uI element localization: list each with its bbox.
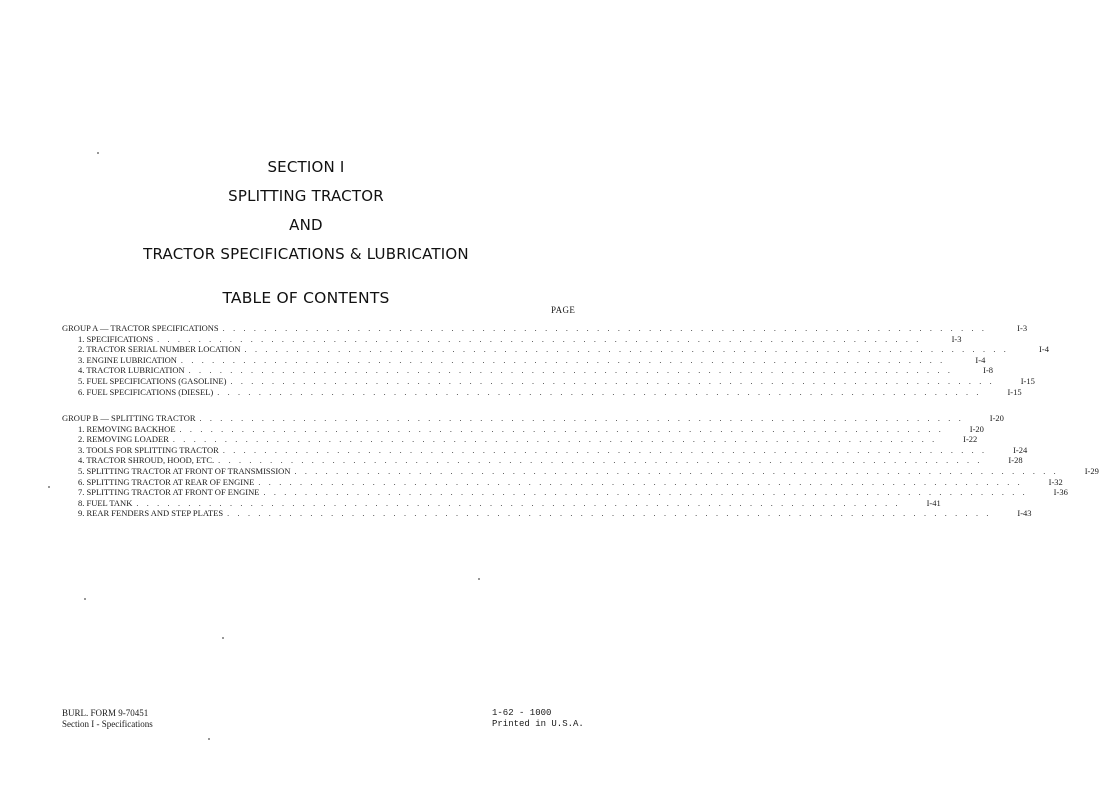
dot-leader: . . . . . . . . . . . . . . . . . . . . . . . . . . . . . . . . . . . . . . . . . . . . . . . . . . . . . . . . . . . . . . . . . . . . . . . . . . — [179, 424, 944, 434]
section-footer-label: Section I - Specifications — [62, 719, 153, 729]
dot-leader: . . . . . . . . . . . . . . . . . . . . . . . . . . . . . . . . . . . . . . . . . . . . . . . . . . . . . . . . . . . . . . . . . . . . . . . . . . — [230, 376, 995, 386]
toc-item-page: I-29 — [1084, 465, 1099, 476]
toc-item-row — [62, 434, 978, 445]
toc-item-label: 1. REMOVING BACKHOE — [78, 423, 176, 434]
scan-speck — [208, 738, 210, 740]
toc-item-row — [62, 476, 1063, 488]
toc-item-page: I-3 — [951, 333, 962, 344]
dot-leader: . . . . . . . . . . . . . . . . . . . . . . . . . . . . . . . . . . . . . . . . . . . . . . . . . . . . . . . . . . . . . . . . . . . . . . . . . . — [244, 345, 1009, 355]
toc-item-row — [62, 465, 1099, 477]
toc-item-label: 4. TRACTOR LUBRICATION — [78, 365, 185, 376]
toc-item-page: I-24 — [1013, 444, 1028, 455]
toc-item-label: 7. SPLITTING TRACTOR AT FRONT OF ENGINE — [78, 487, 260, 498]
toc-item-row — [62, 497, 941, 509]
dot-leader: . . . . . . . . . . . . . . . . . . . . . . . . . . . . . . . . . . . . . . . . . . . . . . . . . . . . . . . . . . . . . . . . . . . . . . . . . . — [217, 387, 982, 397]
toc-item-page: I-41 — [926, 497, 941, 508]
dot-leader: . . . . . . . . . . . . . . . . . . . . . . . . . . . . . . . . . . . . . . . . . . . . . . . . . . . . . . . . . . . . . . . . . . . . . . . . . . — [199, 414, 964, 423]
toc-item-label: 6. FUEL SPECIFICATIONS (DIESEL) — [78, 386, 214, 397]
dot-leader: . . . . . . . . . . . . . . . . . . . . . . . . . . . . . . . . . . . . . . . . . . . . . . . . . . . . . . . . . . . . . . . . . . . . . . . . . . — [188, 366, 954, 376]
toc-item-label: 6. SPLITTING TRACTOR AT REAR OF ENGINE — [78, 476, 255, 487]
toc-item-label: 1. SPECIFICATIONS — [78, 333, 154, 344]
toc-item-label: 3. TOOLS FOR SPLITTING TRACTOR — [78, 444, 219, 455]
toc-item-label: 9. REAR FENDERS AND STEP PLATES — [78, 508, 224, 519]
toc-group-a — [62, 323, 1049, 397]
toc-item-row — [62, 508, 1032, 519]
toc-item-label: 2. REMOVING LOADER — [78, 434, 169, 445]
toc-item-label: 2. TRACTOR SERIAL NUMBER LOCATION — [78, 344, 241, 355]
dot-leader: . . . . . . . . . . . . . . . . . . . . . . . . . . . . . . . . . . . . . . . . . . . . . . . . . . . . . . . . . . . . . . . . . . . . . . . . . . — [294, 466, 1059, 476]
dot-leader: . . . . . . . . . . . . . . . . . . . . . . . . . . . . . . . . . . . . . . . . . . . . . . . . . . . . . . . . . . . . . . . . . . . . . . . . . . — [258, 477, 1023, 487]
section-title: SPLITTING TRACTOR — [228, 187, 384, 205]
form-number: BURL. FORM 9-70451 — [62, 708, 149, 718]
toc-item-row — [62, 365, 994, 376]
toc-item-page: I-4 — [975, 354, 986, 365]
section-title-conjunction: AND — [289, 216, 323, 234]
toc-title: TABLE OF CONTENTS — [222, 289, 390, 307]
toc-group-label: GROUP B — SPLITTING TRACTOR — [62, 413, 196, 423]
toc-item-page: I-36 — [1053, 487, 1068, 498]
dot-leader: . . . . . . . . . . . . . . . . . . . . . . . . . . . . . . . . . . . . . . . . . . . . . . . . . . . . . . . . . . . . . . . . . . . . . . . . . . — [180, 355, 946, 365]
toc-group-b — [62, 413, 1099, 519]
toc-item-row — [62, 386, 1022, 398]
section-subtitle: TRACTOR SPECIFICATIONS & LUBRICATION — [143, 245, 469, 263]
dot-leader: . . . . . . . . . . . . . . . . . . . . . . . . . . . . . . . . . . . . . . . . . . . . . . . . . . . . . . . . . . . . . . . . . . . . . . . . . . — [218, 456, 983, 466]
toc-item-page: I-28 — [1008, 455, 1023, 466]
toc-item-row — [62, 423, 984, 435]
toc-item-row — [62, 354, 986, 366]
dot-leader: . . . . . . . . . . . . . . . . . . . . . . . . . . . . . . . . . . . . . . . . . . . . . . . . . . . . . . . . . . . . . . . . . . . . . . . . . . — [227, 509, 992, 519]
toc-group-page: I-3 — [1017, 323, 1028, 333]
toc-group-label: GROUP A — TRACTOR SPECIFICATIONS — [62, 323, 219, 333]
footer-left — [62, 708, 153, 730]
scan-speck — [222, 637, 224, 639]
toc-item-label: 8. FUEL TANK — [78, 497, 133, 508]
toc-item-page: I-43 — [1017, 508, 1032, 519]
toc-item-label: 4. TRACTOR SHROUD, HOOD, ETC. — [78, 455, 215, 466]
toc-item-row — [62, 344, 1049, 355]
dot-leader: . . . . . . . . . . . . . . . . . . . . . . . . . . . . . . . . . . . . . . . . . . . . . . . . . . . . . . . . . . . . . . . . . . . . . . . . . . — [157, 334, 922, 344]
toc-item-page: I-22 — [963, 434, 978, 445]
toc-item-label: 3. ENGINE LUBRICATION — [78, 354, 177, 365]
toc-item-page: I-8 — [983, 365, 994, 376]
scan-speck — [84, 598, 86, 600]
toc-item-row — [62, 444, 1028, 456]
print-code: 1-62 - 1000 — [492, 708, 552, 718]
dot-leader: . . . . . . . . . . . . . . . . . . . . . . . . . . . . . . . . . . . . . . . . . . . . . . . . . . . . . . . . . . . . . . . . . . . . . . . . . . — [172, 435, 938, 445]
dot-leader: . . . . . . . . . . . . . . . . . . . . . . . . . . . . . . . . . . . . . . . . . . . . . . . . . . . . . . . . . . . . . . . . . . . . . . . . . . — [136, 498, 901, 508]
toc-group-row — [62, 323, 1028, 334]
printed-in-label: Printed in U.S.A. — [492, 719, 584, 729]
dot-leader: . . . . . . . . . . . . . . . . . . . . . . . . . . . . . . . . . . . . . . . . . . . . . . . . . . . . . . . . . . . . . . . . . . . . . . . . . . — [263, 488, 1028, 498]
toc-item-row — [62, 375, 1035, 387]
toc-item-page: I-4 — [1039, 344, 1049, 355]
dot-leader: . . . . . . . . . . . . . . . . . . . . . . . . . . . . . . . . . . . . . . . . . . . . . . . . . . . . . . . . . . . . . . . . . . . . . . . . . . — [222, 445, 988, 455]
scan-speck — [97, 152, 99, 154]
toc-item-page: I-15 — [1020, 375, 1035, 386]
toc-item-label: 5. FUEL SPECIFICATIONS (GASOLINE) — [78, 375, 227, 386]
toc-item-label: 5. SPLITTING TRACTOR AT FRONT OF TRANSMISSION — [78, 465, 291, 476]
toc-item-page: I-32 — [1048, 476, 1063, 487]
footer-right — [492, 708, 584, 730]
toc-item-page: I-20 — [969, 423, 984, 434]
toc-item-page: I-15 — [1007, 386, 1022, 397]
page-column-header: PAGE — [551, 305, 576, 315]
scan-speck — [48, 486, 50, 488]
scan-speck — [478, 578, 480, 580]
toc-item-row — [62, 333, 962, 345]
toc-group-page: I-20 — [989, 413, 1004, 423]
dot-leader: . . . . . . . . . . . . . . . . . . . . . . . . . . . . . . . . . . . . . . . . . . . . . . . . . . . . . . . . . . . . . . . . . . . . . . . . . . — [222, 324, 988, 333]
toc-item-row — [62, 455, 1023, 466]
toc-group-row — [62, 413, 1004, 424]
section-number: SECTION I — [267, 158, 345, 176]
toc-item-row — [62, 487, 1068, 498]
